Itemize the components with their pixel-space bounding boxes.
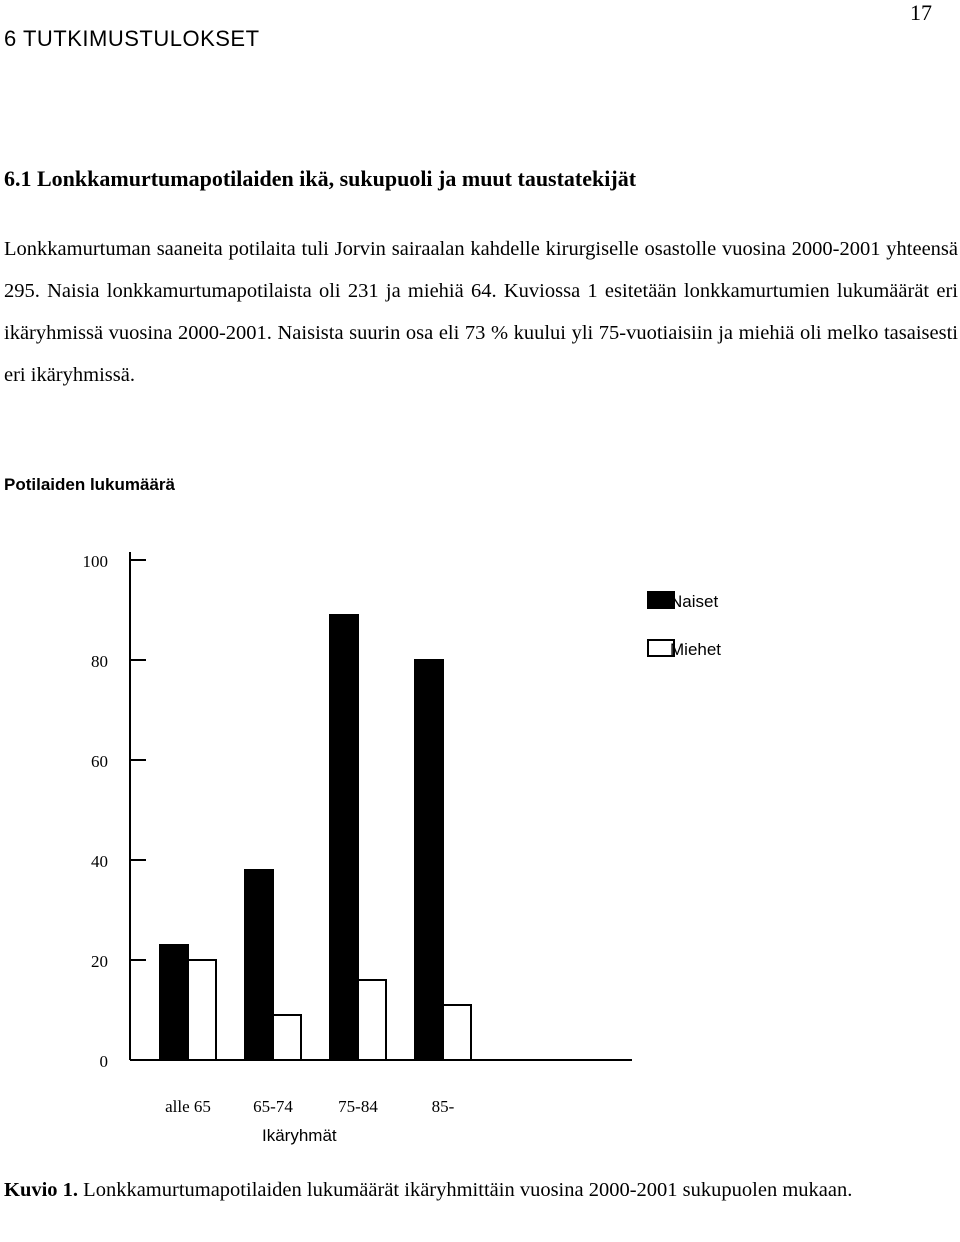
y-tick-label: 100: [82, 552, 108, 571]
bar-miehet-3: [443, 1005, 471, 1060]
x-tick-label: 75-84: [338, 1097, 378, 1116]
bar-naiset-2: [330, 615, 358, 1060]
body-paragraph: Lonkkamurtuman saaneita potilaita tuli Jorvin sairaalan kahdelle kirurgiselle osastolle vuosina 2000-2001 yhteensä 295. Naisia lonkkamurtumapotilaista oli 231 ja miehiä 64. Kuviossa 1 esitetään lonkkamurtumien lukumäärät eri ikäryhmissä vuosina 2000-2001. Naisista suurin osa eli 73 % kuului yli 75-vuotiaisiin ja miehiä oli melko tasaisesti eri ikäryhmissä.: [4, 238, 958, 386]
bar-chart: [60, 530, 780, 1116]
y-tick-label: 40: [91, 852, 108, 871]
page-number: 17: [910, 0, 932, 25]
caption-label: Kuvio 1.: [4, 1179, 79, 1201]
bar-naiset-1: [245, 870, 273, 1060]
x-tick-label: 85-: [431, 1097, 455, 1116]
chapter-title: 6 TUTKIMUSTULOKSET: [4, 26, 260, 51]
chart-y-axis-label: Potilaiden lukumäärä: [4, 475, 175, 494]
section-title: 6.1 Lonkkamurtumapotilaiden ikä, sukupuoli ja muut taustatekijät: [4, 166, 637, 191]
bar-miehet-0: [188, 960, 216, 1060]
y-tick-label: 20: [91, 952, 108, 971]
bar-miehet-1: [273, 1015, 301, 1060]
bar-miehet-2: [358, 980, 386, 1060]
bar-naiset-3: [415, 660, 443, 1060]
x-tick-label: alle 65: [165, 1097, 211, 1116]
y-tick-label: 0: [99, 1052, 108, 1071]
chart-x-axis-label: Ikäryhmät: [262, 1126, 337, 1145]
y-tick-label: 60: [91, 752, 108, 771]
y-tick-label: 80: [91, 652, 108, 671]
legend-label-miehet: Miehet: [670, 640, 722, 659]
bar-naiset-0: [160, 945, 188, 1060]
figure-caption: [4, 1170, 958, 1210]
legend-label-naiset: Naiset: [670, 592, 719, 611]
x-tick-label: 65-74: [253, 1097, 293, 1116]
caption-text: Lonkkamurtumapotilaiden lukumäärät ikäryhmittäin vuosina 2000-2001 sukupuolen mukaan.: [78, 1179, 853, 1201]
